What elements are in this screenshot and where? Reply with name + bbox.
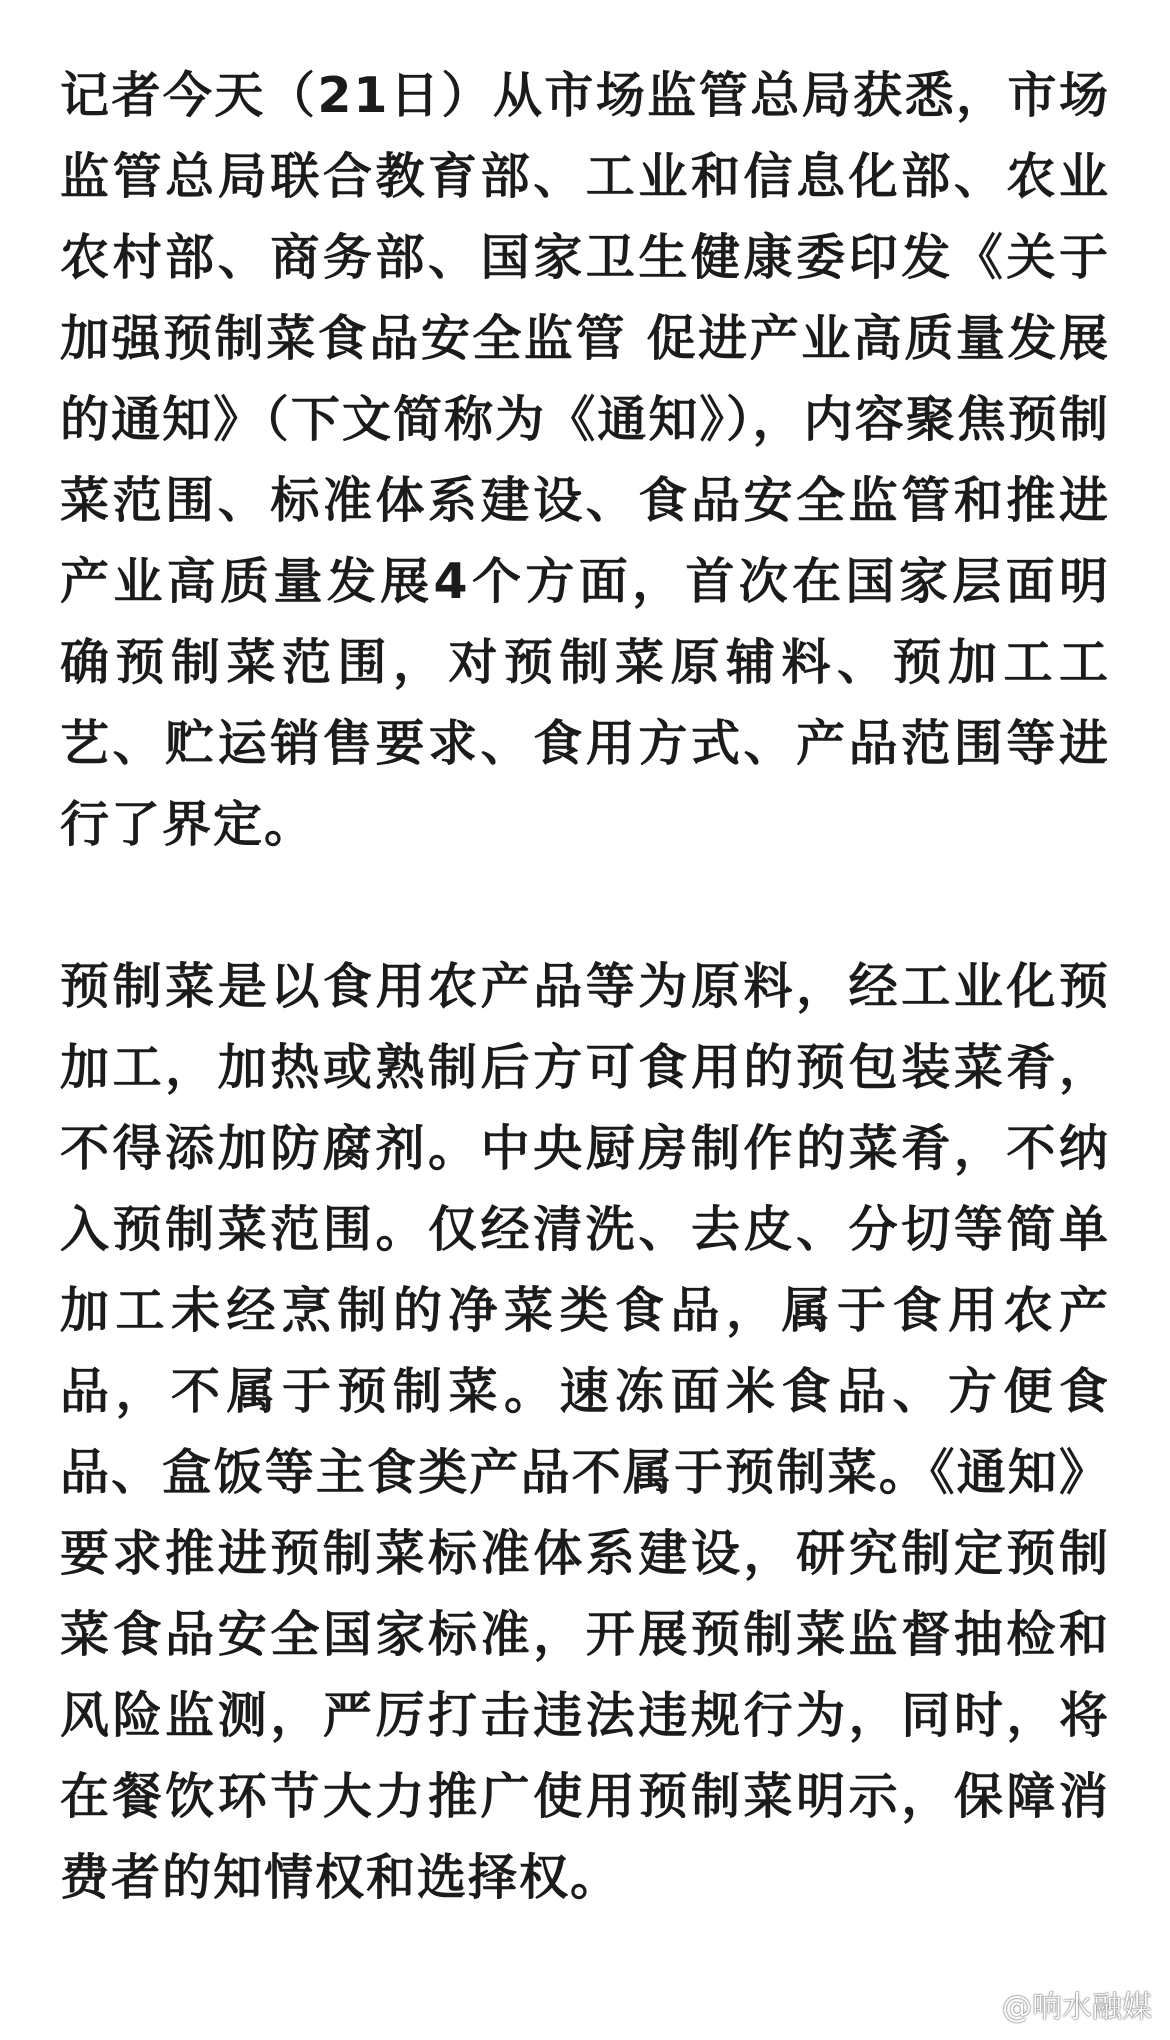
article-body: [60, 55, 1110, 1918]
article-paragraph-1: 记者今天（21日）从市场监管总局获悉，市场监管总局联合教育部、工业和信息化部、农业农村部、商务部、国家卫生健康委印发《关于加强预制菜食品安全监管 促进产业高质量发展的通知》（下文简称为《通知》），内容聚焦预制菜范围、标准体系建设、食品安全监管和推进产业高质量发展4个方面，首次在国家层面明确预制菜范围，对预制菜原辅料、预加工工艺、贮运销售要求、食用方式、产品范围等进行了界定。: [60, 67, 1110, 853]
watermark: [956, 1982, 1152, 2026]
weibo-icon: [956, 1987, 996, 2021]
watermark-text: @响水融媒: [1002, 1990, 1152, 2025]
article-paragraph-2: 预制菜是以食用农产品等为原料，经工业化预加工，加热或熟制后方可食用的预包装菜肴，不得添加防腐剂。中央厨房制作的菜肴，不纳入预制菜范围。仅经清洗、去皮、分切等简单加工未经烹制的净菜类食品，属于食用农产品，不属于预制菜。速冻面米食品、方便食品、盒饭等主食类产品不属于预制菜。《通知》要求推进预制菜标准体系建设，研究制定预制菜食品安全国家标准，开展预制菜监督抽检和风险监测，严厉打击违法违规行为，同时，将在餐饮环节大力推广使用预制菜明示，保障消费者的知情权和选择权。: [60, 958, 1110, 1906]
